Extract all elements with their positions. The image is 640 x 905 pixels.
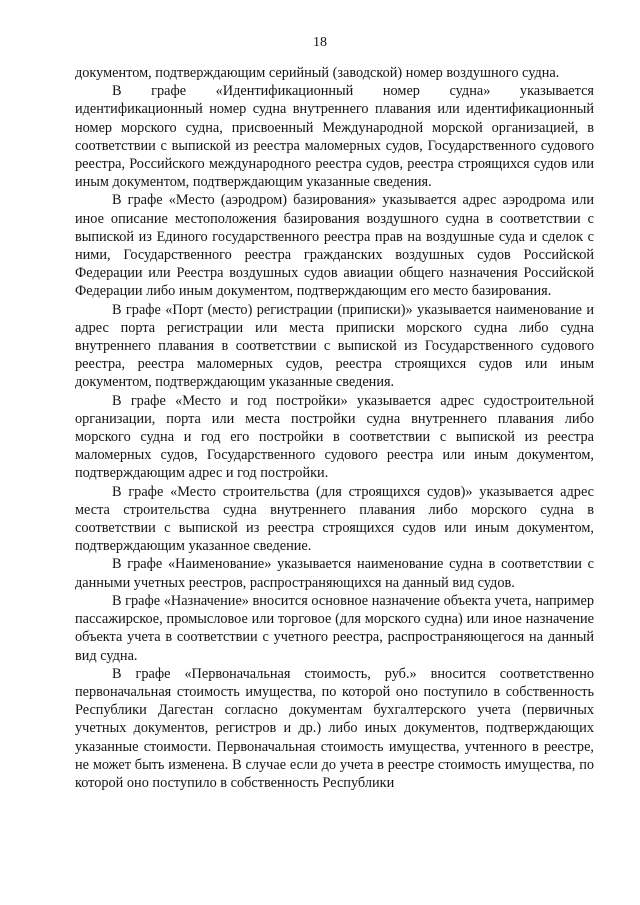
paragraph-name: В графе «Наименование» указывается наименование судна в соответствии с данными учетных реестров, распространяющихся на данный вид судов. (75, 556, 594, 591)
paragraph-registration-port: В графе «Порт (место) регистрации (приписки)» указывается наименование и адрес порта регистрации или места приписки морского судна либо судна внутреннего плавания в соответствии с выпиской из Государственного судового реестра, реестра маломерных судов, реестра строящихся судов или иным документом, подтверждающим указанные сведения. (75, 301, 594, 391)
document-body (75, 64, 594, 792)
paragraph-identification-number: В графе «Идентификационный номер судна» указывается идентификационный номер судна внутреннего плавания или идентификационный номер морского судна, присвоенный Международной морской организацией, в соответствии с выпиской из реестра маломерных судов, Государственного судового реестра, Российского международного реестра судов, реестра строящихся судов или иным документом, подтверждающим указанные сведения. (75, 83, 594, 191)
paragraph-base-aerodrome: В графе «Место (аэродром) базирования» указывается адрес аэродрома или иное описание местоположения базирования воздушного судна в соответствии с выпиской из Единого государственного реестра прав на воздушные суда и сделок с ними, Государственного реестра гражданских воздушных судов Российской Федерации или Реестра воздушных судов авиации общего назначения Российской Федерации либо иным документом, подтверждающим его место базирования. (75, 192, 594, 300)
paragraph-initial-cost: В графе «Первоначальная стоимость, руб.» вносится соответственно первоначальная стоимость имущества, по которой оно поступило в собственность Республики Дагестан согласно документам бухгалтерского учета (первичных учетных документов, регистров и др.) либо иных документов, подтверждающих указанные стоимости. Первоначальная стоимость имущества, учтенного в реестре, не может быть изменена. В случае если до учета в реестре стоимость имущества, по которой оно поступило в собственность Республики (75, 665, 594, 791)
paragraph-purpose: В графе «Назначение» вносится основное назначение объекта учета, например пассажирское, промысловое или торговое (для морского судна) или иное назначение объекта учета в соответствии с учетного реестра, распространяющегося на данный вид судна. (75, 592, 594, 664)
paragraph-build-place-year: В графе «Место и год постройки» указывается адрес судостроительной организации, порта или места постройки судна внутреннего плавания либо морского судна и год его постройки в соответствии с выпиской из реестра маломерных судов, Государственного судового реестра или иным документом, подтверждающим адрес и год постройки. (75, 392, 594, 482)
paragraph-continuation: документом, подтверждающим серийный (заводской) номер воздушного судна. (75, 65, 560, 81)
page-number: 18 (313, 35, 327, 50)
paragraph-construction-place: В графе «Место строительства (для строящихся судов)» указывается адрес места строительства судна внутреннего плавания либо морского судна в соответствии с выпиской из реестра строящихся судов или иным документом, подтверждающим указанное сведение. (75, 483, 594, 555)
